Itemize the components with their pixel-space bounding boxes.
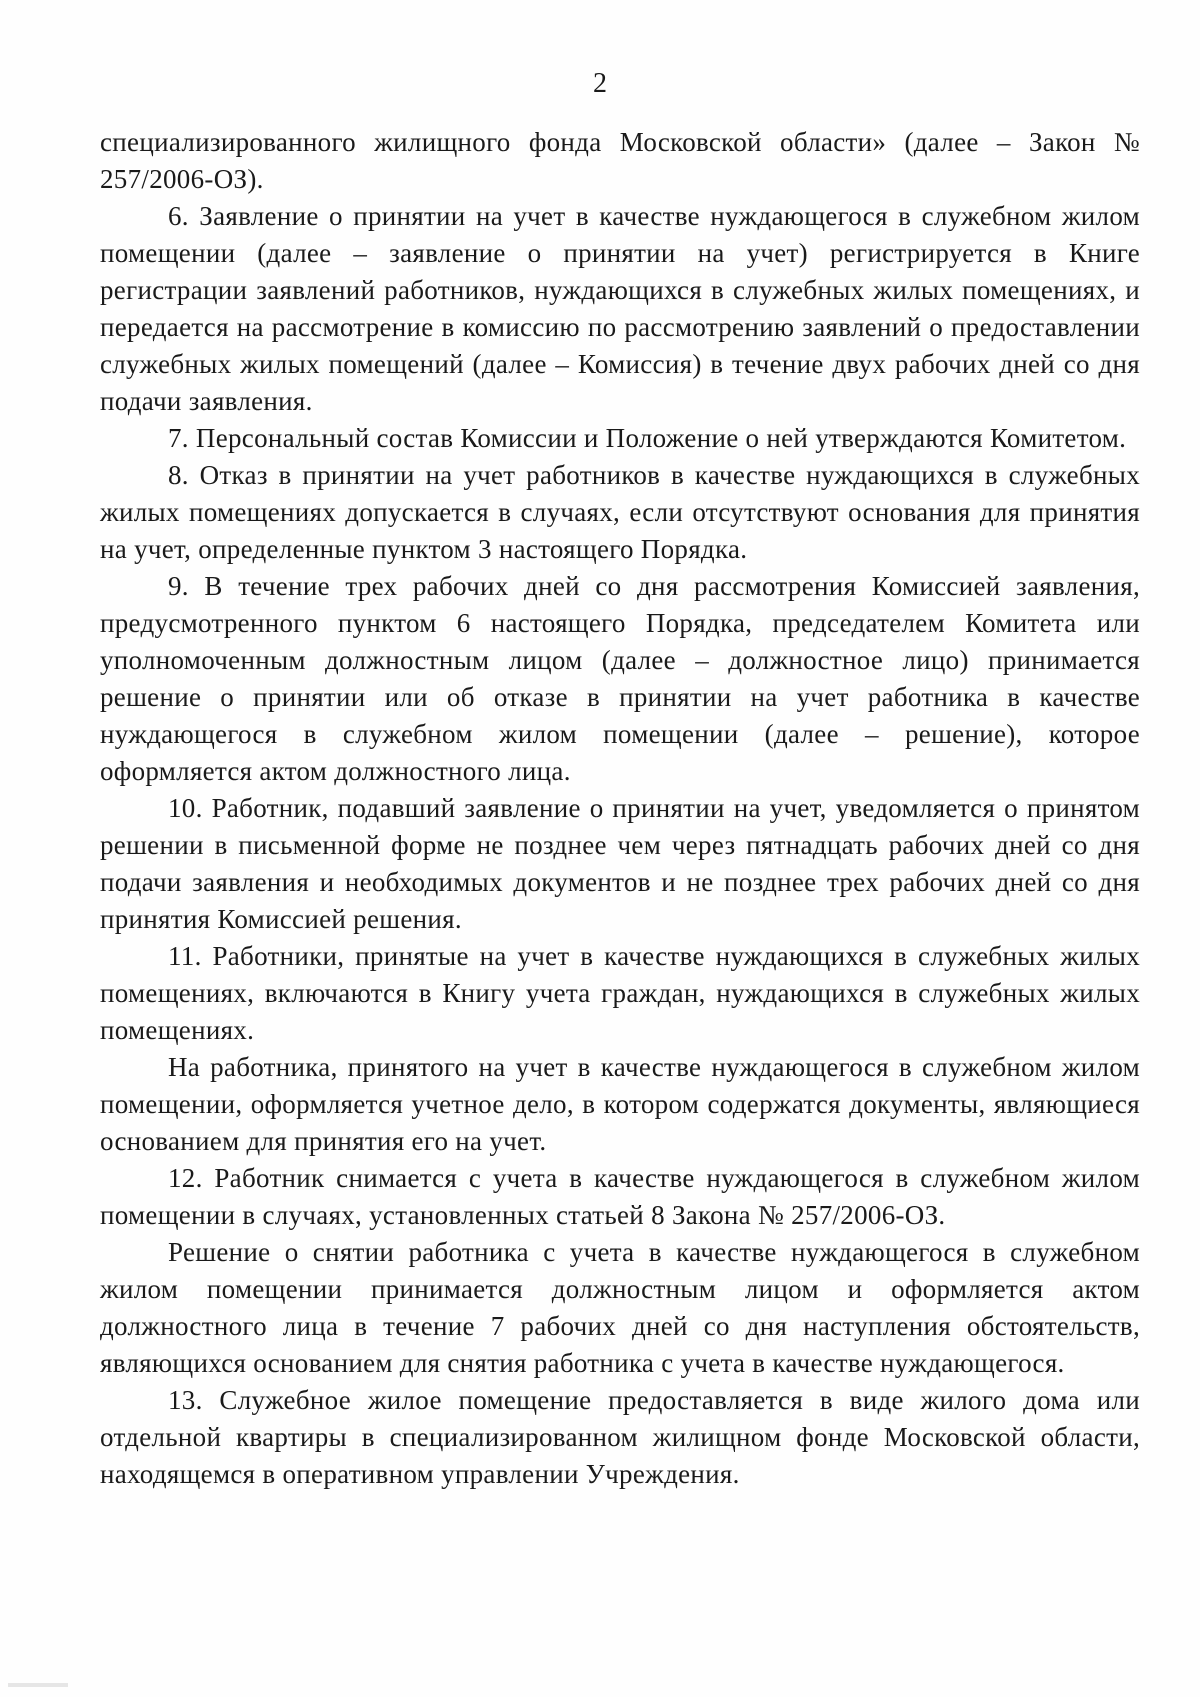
paragraph-item-11: 11. Работники, принятые на учет в качестве нуждающихся в служебных жилых помещениях, включаются в Книгу учета граждан, нуждающихся в служебных жилых помещениях. [100, 941, 1140, 1045]
page-number: 2 [593, 68, 607, 99]
paragraph-item-6: 6. Заявление о принятии на учет в качестве нуждающегося в служебном жилом помещении (далее – заявление о принятии на учет) регистрируется в Книге регистрации заявлений работников, нуждающихся в служебных жилых помещениях, и передается на рассмотрение в комиссию по рассмотрению заявлений о предоставлении служебных жилых помещений (далее – Комиссия) в течение двух рабочих дней со дня подачи заявления. [100, 201, 1140, 416]
scan-artifact [8, 1683, 68, 1687]
paragraph-continuation: специализированного жилищного фонда Московской области» (далее – Закон № 257/2006-ОЗ). [100, 127, 1140, 194]
paragraph-item-12-continued: Решение о снятии работника с учета в качестве нуждающегося в служебном жилом помещении принимается должностным лицом и оформляется актом должностного лица в течение 7 рабочих дней со дня наступления обстоятельств, являющихся основанием для снятия работника с учета в качестве нуждающегося. [100, 1237, 1140, 1378]
paragraph-item-10: 10. Работник, подавший заявление о принятии на учет, уведомляется о принятом решении в письменной форме не позднее чем через пятнадцать рабочих дней со дня подачи заявления и необходимых документов и не позднее трех рабочих дней со дня принятия Комиссией решения. [100, 793, 1140, 934]
document-body [100, 124, 1140, 1493]
paragraph-item-13: 13. Служебное жилое помещение предоставляется в виде жилого дома или отдельной квартиры в специализированном жилищном фонде Московской области, находящемся в оперативном управлении Учреждения. [100, 1385, 1140, 1489]
paragraph-item-9: 9. В течение трех рабочих дней со дня рассмотрения Комиссией заявления, предусмотренного пунктом 6 настоящего Порядка, председателем Комитета или уполномоченным должностным лицом (далее – должностное лицо) принимается решение о принятии или об отказе в принятии на учет работника в качестве нуждающегося в служебном жилом помещении (далее – решение), которое оформляется актом должностного лица. [100, 571, 1140, 786]
paragraph-item-12: 12. Работник снимается с учета в качестве нуждающегося в служебном жилом помещении в случаях, установленных статьей 8 Закона № 257/2006-ОЗ. [100, 1163, 1140, 1230]
paragraph-item-11-continued: На работника, принятого на учет в качестве нуждающегося в служебном жилом помещении, оформляется учетное дело, в котором содержатся документы, являющиеся основанием для принятия его на учет. [100, 1052, 1140, 1156]
paragraph-item-7: 7. Персональный состав Комиссии и Положение о ней утверждаются Комитетом. [168, 423, 1127, 453]
paragraph-item-8: 8. Отказ в принятии на учет работников в качестве нуждающихся в служебных жилых помещениях допускается в случаях, если отсутствуют основания для принятия на учет, определенные пунктом 3 настоящего Порядка. [100, 460, 1140, 564]
